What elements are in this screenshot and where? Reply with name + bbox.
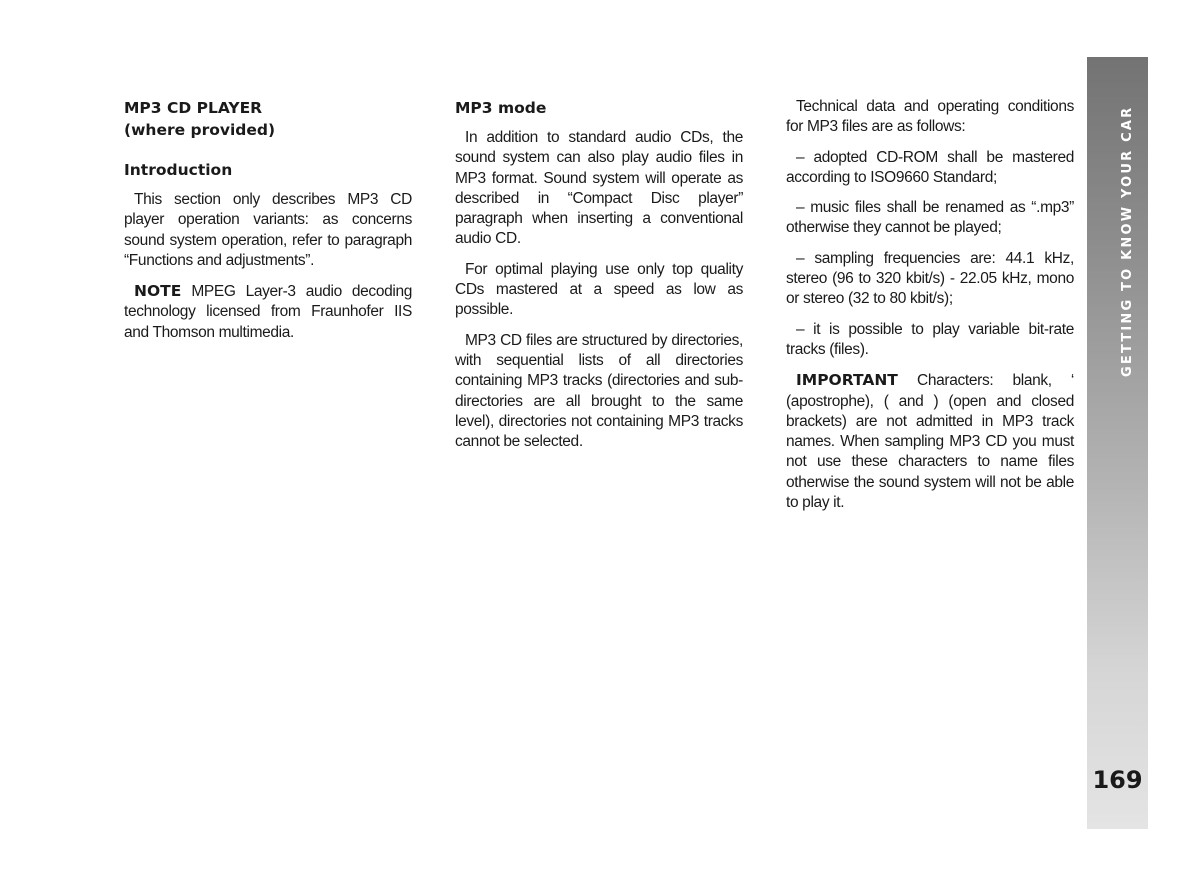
section-subtitle: (where provided) xyxy=(124,121,276,139)
important-keyword: IMPORTANT xyxy=(796,371,898,390)
intro-heading: Introduction xyxy=(124,161,233,179)
tech-item-sampling: – sampling frequencies are: 44.1 kHz, stereo (96 to 320 kbit/s) - 22.05 kHz, mono or stereo (32 to 80 kbit/s); xyxy=(786,249,1074,308)
column-middle xyxy=(455,97,743,462)
column-left xyxy=(124,97,412,353)
sidebar-section-label: GETTING TO KNOW YOUR CAR xyxy=(1120,105,1135,377)
mp3-mode-paragraph-2: For optimal playing use only top quality CDs mastered at a speed as low as possible. xyxy=(455,260,743,319)
note-paragraph xyxy=(124,281,412,343)
intro-paragraph: This section only describes MP3 CD player operation variants: as concerns sound system operation, refer to paragraph “Functions and adjustments”. xyxy=(124,191,412,269)
tech-item-rename: – music files shall be renamed as “.mp3” otherwise they cannot be played; xyxy=(786,199,1074,237)
page-number: 169 xyxy=(1092,766,1143,794)
column-right xyxy=(786,97,1074,523)
tech-item-bitrate: – it is possible to play variable bit-rate tracks (files). xyxy=(786,320,1074,358)
sidebar-section-title xyxy=(1088,97,1148,397)
important-text: Characters: blank, ‘ (apostrophe), ( and ) (open and closed brackets) are not admitted in MP3 track names. When sampling MP3 CD you must not use these characters to name files otherwise the sound system will not be able to play it. xyxy=(786,372,1074,512)
mp3-mode-heading: MP3 mode xyxy=(455,99,547,117)
important-paragraph xyxy=(786,370,1074,513)
tech-data-intro: Technical data and operating conditions for MP3 files are as follows: xyxy=(786,98,1074,136)
note-text: MPEG Layer-3 audio decoding technology licensed from Fraunhofer IIS and Thomson multimedia. xyxy=(124,283,412,341)
mp3-mode-paragraph-1: In addition to standard audio CDs, the sound system can also play audio files in MP3 format. Sound system will operate as described in “Compact Disc player” paragraph when inserting a conventional audio CD. xyxy=(455,129,743,248)
section-title: MP3 CD PLAYER xyxy=(124,99,263,117)
note-keyword: NOTE xyxy=(134,282,182,301)
tech-item-cdrom: – adopted CD-ROM shall be mastered according to ISO9660 Standard; xyxy=(786,148,1074,186)
mp3-mode-paragraph-3: MP3 CD files are structured by directories, with sequential lists of all directories containing MP3 tracks (directories and sub-directories are all brought to the same level), directories not containing MP3 tracks cannot be selected. xyxy=(455,331,743,451)
